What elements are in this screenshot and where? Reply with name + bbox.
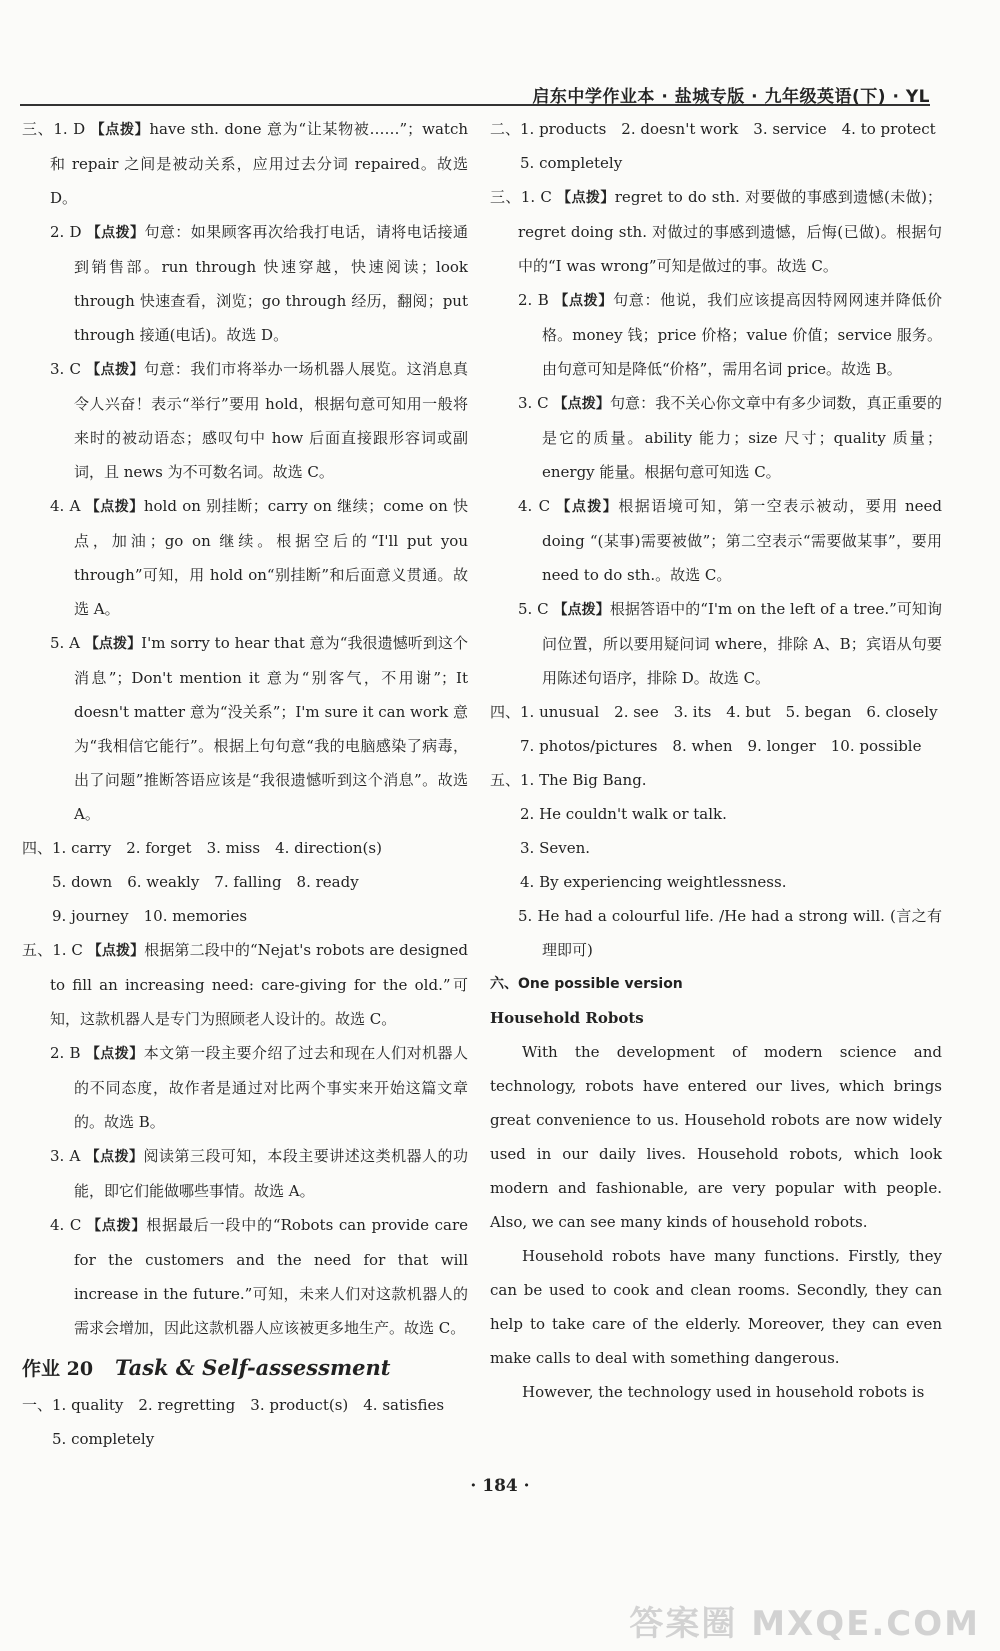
answer-item [22,352,468,489]
hint-marker: 【点拨】 [85,1149,144,1165]
answer-text: 3. A [50,1147,86,1165]
answer-item [490,865,942,899]
answer-text: 四、1. carry 2. forget 3. miss 4. direction(s) [22,839,382,857]
answer-item [22,831,468,865]
hint-marker: 【点拨】 [557,190,615,206]
answer-item [490,592,942,695]
answer-text: 句意：我不关心你文章中有多少词数，真正重要的是它的质量。ability 能力；size 尺寸；quality 质量；energy 能量。根据句意可知选 C。 [542,394,943,481]
hint-marker: 【点拨】 [553,396,610,412]
answer-text: 阅读第三段可知，本段主要讲述这类机器人的功能，即它们能做哪些事情。故选 A。 [74,1147,469,1200]
page-number: · 184 · [470,1476,530,1496]
answer-text: hold on 别挂断；carry on 继续；come on 快点，加油；go on 继续。根据空后的“I'll put you through”可知，用 hold on“别挂断”和后面意义贯通。故选 A。 [74,497,469,618]
answer-text: 3. Seven. [520,839,591,857]
answer-text: 9. journey 10. memories [52,907,248,925]
hint-marker: 【点拨】 [86,1218,147,1234]
answer-text: 7. photos/pictures 8. when 9. longer 10. possible [520,737,922,755]
essay-paragraph: Household robots have many functions. Firstly, they can be used to cook and clean rooms. Secondly, they can help to take care of the elderly. Moreover, they can even make calls to deal with something dangerous. [490,1247,942,1367]
answer-item [490,797,942,831]
answer-item [490,283,942,386]
answer-text: 2. B [50,1044,86,1062]
answer-item [22,899,468,933]
essay-title: Household Robots [490,1009,644,1027]
watermark-logo: 答案圈 MXQE.COM [629,1604,980,1644]
answer-text: 三、1. C [490,188,558,206]
hint-marker: 【点拨】 [85,1046,144,1062]
answer-text: 五、1. The Big Bang. [490,771,647,789]
answer-text: 4. C [518,497,557,515]
answer-text: 句意：他说，我们应该提高因特网网速并降低价格。money 钱；price 价格；value 价值；service 服务。由句意可知是降低“价格”，需用名词 price。故选 B。 [542,291,942,378]
answer-text: 4. C [50,1216,87,1234]
answer-item [22,865,468,899]
hint-marker: 【点拨】 [84,636,142,652]
answer-text: 句意：我们市将举办一场机器人展览。这消息真令人兴奋！表示“举行”要用 hold，根据句意可知用一般将来时的被动语态；感叹句中 how 后面直接跟形容词或副词，且 news 为不可数名词。故选 C。 [74,360,468,481]
hint-marker: 【点拨】 [87,943,145,959]
answer-text: 5. completely [520,154,623,172]
answer-text: I'm sorry to hear that 意为“我很遗憾听到这个消息”；Don't mention it 意为“别客气，不用谢”；It doesn't matter 意为“没关系”；I'm sure it can work 意为“我相信它能行”。根据上句句意“我的电脑感染了病毒，出了问题”推断答语应该是“我很遗憾听到这个消息”。故选 A。 [74,634,469,823]
answer-text: 根据语境可知，第一空表示被动，要用 need doing “(某事)需要被做”；第二空表示“需要做某事”，要用 need to do sth.。故选 C。 [542,497,943,584]
answer-item [22,1422,468,1456]
section-tag: 作业 20 [22,1358,94,1380]
header-rule [20,104,930,106]
answer-item [490,180,942,283]
left-column [22,112,468,1456]
right-column [490,112,942,1409]
answer-item [490,729,942,763]
essay-paragraphs [490,1035,942,1409]
essay-paragraph: However, the technology used in household robots is [522,1383,925,1401]
answer-text: 三、1. D [22,120,91,138]
section-title: Task & Self-assessment [115,1355,391,1380]
section-answers [22,1388,468,1456]
essay-block [490,967,942,1409]
answer-text: have sth. done 意为“让某物被……”；watch 和 repair 之间是被动关系，应用过去分词 repaired。故选 D。 [50,120,469,207]
answer-text: 4. A [50,497,86,515]
section-heading [22,1351,468,1386]
hint-marker: 【点拨】 [90,122,150,138]
essay-label: 六、One possible version [490,976,683,992]
answer-text: 根据答语中的“I'm on the left of a tree.”可知询问位置，所以要用疑问词 where，排除 A、B；宾语从句要用陈述句语序，排除 D。故选 C。 [542,600,943,687]
answer-item [490,831,942,865]
answer-item [22,933,468,1036]
right-answers [490,112,942,967]
answer-item [490,386,942,489]
answer-text: 4. By experiencing weightlessness. [520,873,787,891]
answer-item [22,1208,468,1345]
answer-item [490,763,942,797]
hint-marker: 【点拨】 [553,602,610,618]
answer-item [22,1388,468,1422]
page-header: 启东中学作业本 · 盐城专版 · 九年级英语(下) · YL [532,87,930,107]
answer-item [22,215,468,352]
answer-text: 5. down 6. weakly 7. falling 8. ready [52,873,359,891]
answer-text: 5. He had a colourful life. /He had a strong will. (言之有理即可) [518,907,942,959]
answer-text: 2. D [50,223,87,241]
answer-text: 五、1. C [22,941,88,959]
answer-item [490,146,942,180]
answer-text: regret to do sth. 对要做的事感到遗憾(未做)；regret doing sth. 对做过的事感到遗憾，后悔(已做)。根据句中的“I was wrong”可知是做过的事。故选 C。 [518,188,942,275]
answer-text: 根据最后一段中的“Robots can provide care for the customers and the need for that will increase in the future.”可知，未来人们对这款机器人的需求会增加，因此这款机器人应该被更多地生产。故选 C。 [74,1216,469,1337]
answer-text: 本文第一段主要介绍了过去和现在人们对机器人的不同态度，故作者是通过对比两个事实来开始这篇文章的。故选 B。 [74,1044,469,1131]
answer-item [22,489,468,626]
answer-text: 四、1. unusual 2. see 3. its 4. but 5. began 6. closely [490,703,938,721]
answer-item [22,626,468,831]
hint-marker: 【点拨】 [86,225,145,241]
hint-marker: 【点拨】 [85,499,144,515]
hint-marker: 【点拨】 [554,293,614,309]
answer-item [490,899,942,967]
answer-item [490,112,942,146]
hint-marker: 【点拨】 [86,362,145,378]
answer-text: 一、1. quality 2. regretting 3. product(s) 4. satisfies [22,1396,445,1414]
answer-text: 3. C [518,394,554,412]
answer-item [490,489,942,592]
answer-text: 5. C [518,600,554,618]
answer-text: 5. completely [52,1430,155,1448]
answer-item [22,112,468,215]
answer-text: 根据第二段中的“Nejat's robots are designed to fill an increasing need: care-giving for the old.”可知，这款机器人是专门为照顾老人设计的。故选 C。 [50,941,469,1028]
answer-text: 2. He couldn't walk or talk. [520,805,727,823]
answer-text: 二、1. products 2. doesn't work 3. service 4. to protect [490,120,936,138]
answer-item [22,1036,468,1139]
answer-text: 2. B [518,291,555,309]
answer-text: 5. A [50,634,85,652]
answer-text: 句意：如果顾客再次给我打电话，请将电话接通到销售部。run through 快速穿越，快速阅读；look through 快速查看，浏览；go through 经历，翻阅；put through 接通(电话)。故选 D。 [74,223,469,344]
answer-item [490,695,942,729]
essay-paragraph: With the development of modern science and technology, robots have entered our lives, which brings great convenience to us. Household robots are now widely used in our daily lives. Household robots, which look modern and fashionable, are very popular with people. Also, we can see many kinds of household robots. [490,1043,942,1231]
answer-item [22,1139,468,1208]
left-answers [22,112,468,1345]
answer-text: 3. C [50,360,87,378]
hint-marker: 【点拨】 [556,499,619,515]
